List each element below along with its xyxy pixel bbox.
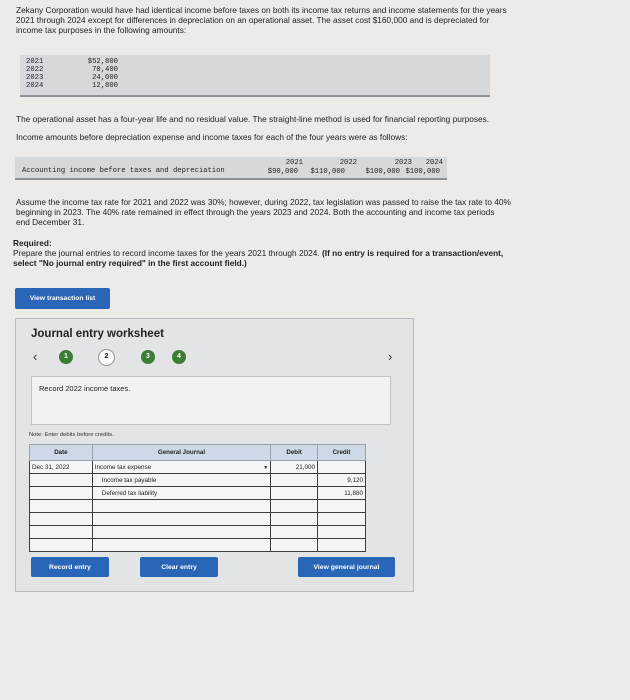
dep-amount: 12,800: [92, 82, 118, 90]
date-cell[interactable]: [30, 526, 93, 539]
debit-credit-note: Note: Enter debits before credits.: [29, 432, 114, 438]
credit-cell[interactable]: 9,120: [318, 474, 366, 487]
income-year-header: 2024: [425, 159, 443, 167]
step-4[interactable]: 4: [172, 350, 186, 364]
dep-amount: 70,400: [92, 66, 118, 74]
step-2[interactable]: 2: [98, 349, 115, 366]
debit-cell[interactable]: [271, 474, 318, 487]
income-intro: Income amounts before depreciation expense and income taxes for each of the four years were as follows:: [16, 132, 408, 142]
account-cell[interactable]: [92, 526, 270, 539]
grid-header-row: [30, 445, 366, 461]
dep-year: 2021: [26, 58, 44, 66]
chevron-left-icon[interactable]: ‹: [33, 349, 38, 364]
income-value: $110,000: [310, 168, 345, 176]
assume-line-3: end December 31.: [16, 217, 85, 227]
income-year-header: 2023: [394, 159, 412, 167]
required-bold-1: (If no entry is required for a transaction/event,: [322, 248, 504, 258]
date-header: Date: [30, 445, 93, 461]
debit-header: Debit: [271, 445, 318, 461]
intro-line-1: Zekany Corporation would have had identical income before taxes on both its income tax returns and income statements for the years: [16, 5, 507, 15]
required-bold-2: select "No journal entry required" in the first account field.): [13, 258, 247, 268]
dep-year: 2024: [26, 82, 44, 90]
dropdown-arrow-icon[interactable]: ▼: [263, 464, 269, 471]
required-text: [13, 248, 503, 259]
table-row: [30, 526, 366, 539]
asset-note: The operational asset has a four-year life and no residual value. The straight-line method is used for financial reporting purposes.: [16, 114, 490, 124]
record-entry-button[interactable]: Record entry: [31, 557, 109, 577]
date-cell[interactable]: [30, 474, 93, 487]
dep-year: 2022: [26, 66, 44, 74]
date-cell[interactable]: Dec 31, 2022: [30, 461, 93, 474]
table-row: [30, 539, 366, 552]
debit-cell[interactable]: 21,000: [271, 461, 318, 474]
task-box: [31, 376, 391, 425]
view-general-journal-button[interactable]: View general journal: [298, 557, 395, 577]
credit-cell[interactable]: 11,880: [318, 487, 366, 500]
table-row: [30, 461, 366, 474]
account-cell[interactable]: Income tax payable: [92, 474, 270, 487]
required-line-1: Prepare the journal entries to record income taxes for the years 2021 through 2024.: [13, 248, 320, 258]
income-table-label: Accounting income before taxes and depreciation: [22, 167, 225, 175]
income-table: [15, 157, 447, 180]
income-year-header: 2022: [339, 159, 357, 167]
account-cell[interactable]: [92, 539, 270, 552]
chevron-right-icon[interactable]: ›: [388, 349, 393, 364]
dep-year: 2023: [26, 74, 44, 82]
required-heading: Required:: [13, 238, 52, 248]
table-row: [30, 487, 366, 500]
income-value: $100,000: [365, 168, 400, 176]
debit-cell[interactable]: [271, 500, 318, 513]
debit-cell[interactable]: [271, 487, 318, 500]
account-value: Income tax expense: [94, 463, 152, 471]
step-navigation: [31, 349, 401, 365]
journal-entry-worksheet: [15, 318, 414, 592]
debit-cell[interactable]: [271, 526, 318, 539]
account-cell[interactable]: [92, 513, 270, 526]
journal-grid: [29, 444, 366, 552]
view-transaction-list-button[interactable]: View transaction list: [15, 288, 110, 309]
intro-line-2: 2021 through 2024 except for differences in depreciation on an operational asset. The asset cost $160,000 and is depreciated for: [16, 15, 490, 25]
income-year-header: 2021: [285, 159, 303, 167]
credit-cell[interactable]: [318, 526, 366, 539]
clear-entry-button[interactable]: Clear entry: [140, 557, 218, 577]
income-value: $100,000: [405, 168, 440, 176]
assume-line-2: beginning in 2023. The 40% rate remained in effect through the years 2023 and 2024. Both the accounting and income tax periods: [16, 207, 495, 217]
debit-cell[interactable]: [271, 513, 318, 526]
account-cell[interactable]: Deferred tax liability: [92, 487, 270, 500]
step-1[interactable]: 1: [59, 350, 73, 364]
date-cell[interactable]: [30, 539, 93, 552]
account-cell[interactable]: [92, 461, 270, 474]
income-value: $90,000: [267, 168, 298, 176]
credit-cell[interactable]: [318, 500, 366, 513]
table-row: [30, 513, 366, 526]
date-cell[interactable]: [30, 500, 93, 513]
intro-line-3: income tax purposes in the following amounts:: [16, 25, 187, 35]
table-row: [30, 474, 366, 487]
credit-cell[interactable]: [318, 461, 366, 474]
date-cell[interactable]: [30, 487, 93, 500]
account-cell[interactable]: [92, 500, 270, 513]
task-text: Record 2022 income taxes.: [39, 384, 131, 393]
debit-cell[interactable]: [271, 539, 318, 552]
credit-header: Credit: [318, 445, 366, 461]
credit-cell[interactable]: [318, 513, 366, 526]
date-cell[interactable]: [30, 513, 93, 526]
table-row: [30, 500, 366, 513]
tax-depreciation-table: [20, 55, 490, 97]
dep-amount: 24,000: [92, 74, 118, 82]
worksheet-title: Journal entry worksheet: [31, 328, 164, 340]
assume-line-1: Assume the income tax rate for 2021 and 2022 was 30%; however, during 2022, tax legislation was passed to raise the tax rate to 40%: [16, 197, 511, 207]
step-3[interactable]: 3: [141, 350, 155, 364]
credit-cell[interactable]: [318, 539, 366, 552]
dep-amount: $52,800: [87, 58, 118, 66]
journal-header: General Journal: [92, 445, 270, 461]
